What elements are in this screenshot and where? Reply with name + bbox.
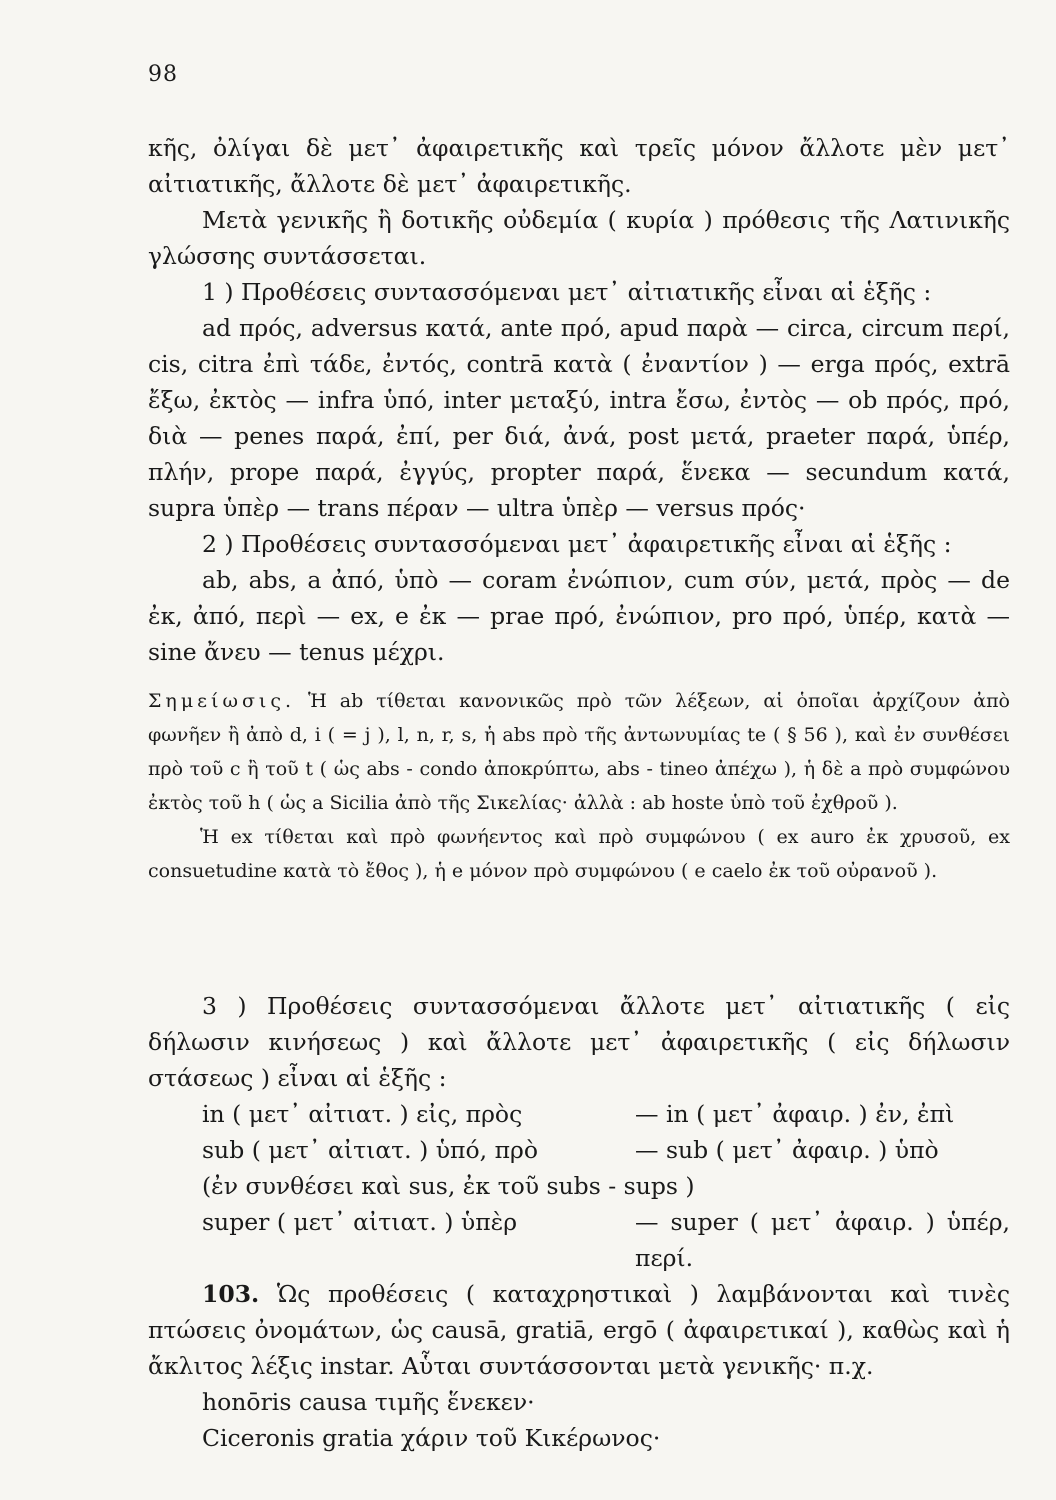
paragraph-number: 103. [202,1280,260,1308]
table-row [202,1096,1010,1132]
section-2-heading: 2 ) Προθέσεις συντασσόμεναι μετ᾿ ἀφαιρετικῆς εἶναι αἱ ἑξῆς : [202,530,952,558]
section-2-list: ab, abs, a ἀπό, ὑπὸ — coram ἐνώπιον, cum σύν, μετά, πρὸς — de ἐκ, ἀπό, περὶ — ex, e ἐκ — prae πρό, ἐνώπιον, pro πρό, ὑπέρ, κατὰ — sine ἄνευ — tenus μέχρι. [148,566,1010,666]
example-2: Ciceronis gratia χάριν τοῦ Κικέρωνος· [202,1424,661,1452]
main-text-block [148,130,1010,670]
row-left: in ( μετ᾿ αἰτιατ. ) εἰς, πρὸς [202,1100,523,1128]
row-right [695,1168,1010,1204]
section-1-list: ad πρός, adversus κατά, ante πρό, apud παρὰ — circa, circum περί, cis, citra ἐπὶ τάδε, ἐντός, contrā κατὰ ( ἐναντίον ) — erga πρός, extrā ἔξω, ἐκτὸς — infra ὑπό, inter μεταξύ, intra ἔσω, ἐντὸς — ob πρός, πρό, διὰ — penes παρά, ἐπί, per διά, ἀνά, post μετά, praeter παρά, ὑπέρ, πλήν, prope παρά, ἐγγύς, propter παρά, ἕνεκα — secundum κατά, supra ὑπὲρ — trans πέραν — ultra ὑπὲρ — versus πρός· [148,314,1010,522]
section-3-block [148,988,1010,1456]
paragraph-genitive-dative: Μετὰ γενικῆς ἢ δοτικῆς οὐδεμία ( κυρία ) πρόθεσις τῆς Λατινικῆς γλώσσης συντάσσεται. [148,206,1010,270]
row-left: (ἐν συνθέσει καὶ sus, ἐκ τοῦ subs - sups ) [202,1172,695,1200]
table-row [202,1168,1010,1204]
row-right: — sub ( μετ᾿ ἀφαιρ. ) ὑπὸ [635,1136,939,1164]
page-number: 98 [148,62,178,87]
section-3-table [148,1096,1010,1276]
row-left: super ( μετ᾿ αἰτιατ. ) ὑπὲρ [202,1208,518,1236]
example-1: honōris causa τιμῆς ἕνεκεν· [202,1388,535,1416]
row-left: sub ( μετ᾿ αἰτιατ. ) ὑπό, πρὸ [202,1136,538,1164]
section-1-heading: 1 ) Προθέσεις συντασσόμεναι μετ᾿ αἰτιατικῆς εἶναι αἱ ἑξῆς : [202,278,932,306]
paragraph-103 [148,1276,1010,1384]
table-row [202,1132,1010,1168]
note-text-2: Ἡ ex τίθεται καὶ πρὸ φωνήεντος καὶ πρὸ συμφώνου ( ex auro ἐκ χρυσοῦ, ex consuetudine κατὰ τὸ ἔθος ), ἡ e μόνον πρὸ συμφώνου ( e caelo ἐκ τοῦ οὐρανοῦ ). [148,826,1010,882]
note-text-1: Ἡ ab τίθεται κανονικῶς πρὸ τῶν λέξεων, αἱ ὁποῖαι ἀρχίζουν ἀπὸ φωνῆεν ἢ ἀπὸ d, i ( = j ), l, n, r, s, ἡ abs πρὸ τῆς ἀντωνυμίας te ( § 56 ), καὶ ἐν συνθέσει πρὸ τοῦ c ἢ τοῦ t ( ὡς abs - condo ἀποκρύπτω, abs - tineo ἀπέχω ), ἡ δὲ a πρὸ συμφώνου ἐκτὸς τοῦ h ( ὡς a Sicilia ἀπὸ τῆς Σικελίας· ἀλλὰ : ab hoste ὑπὸ τοῦ ἐχθροῦ ). [148,690,1010,814]
note-block [148,684,1010,888]
paragraph-103-text: Ὡς προθέσεις ( καταχρηστικαὶ ) λαμβάνονται καὶ τινὲς πτώσεις ὀνομάτων, ὡς causā, gratiā, ergō ( ἀφαιρετικαί ), καθὼς καὶ ἡ ἄκλιτος λέξις instar. Αὗται συντάσσονται μετὰ γενικῆς· π.χ. [148,1280,1010,1380]
section-3-heading: 3 ) Προθέσεις συντασσόμεναι ἄλλοτε μετ᾿ αἰτιατικῆς ( εἰς δήλωσιν κινήσεως ) καὶ ἄλλοτε μετ᾿ ἀφαιρετικῆς ( εἰς δήλωσιν στάσεως ) εἶναι αἱ ἑξῆς : [148,992,1010,1092]
row-right: — in ( μετ᾿ ἀφαιρ. ) ἐν, ἐπὶ [635,1100,955,1128]
note-label: Σημείωσις. [148,690,296,712]
row-right: — super ( μετ᾿ ἀφαιρ. ) ὑπέρ, περί. [635,1208,1010,1272]
paragraph-continuation: κῆς, ὀλίγαι δὲ μετ᾿ ἀφαιρετικῆς καὶ τρεῖς μόνον ἄλλοτε μὲν μετ᾿ αἰτιατικῆς, ἄλλοτε δὲ μετ᾿ ἀφαιρετικῆς. [148,134,1010,198]
table-row [202,1204,1010,1276]
